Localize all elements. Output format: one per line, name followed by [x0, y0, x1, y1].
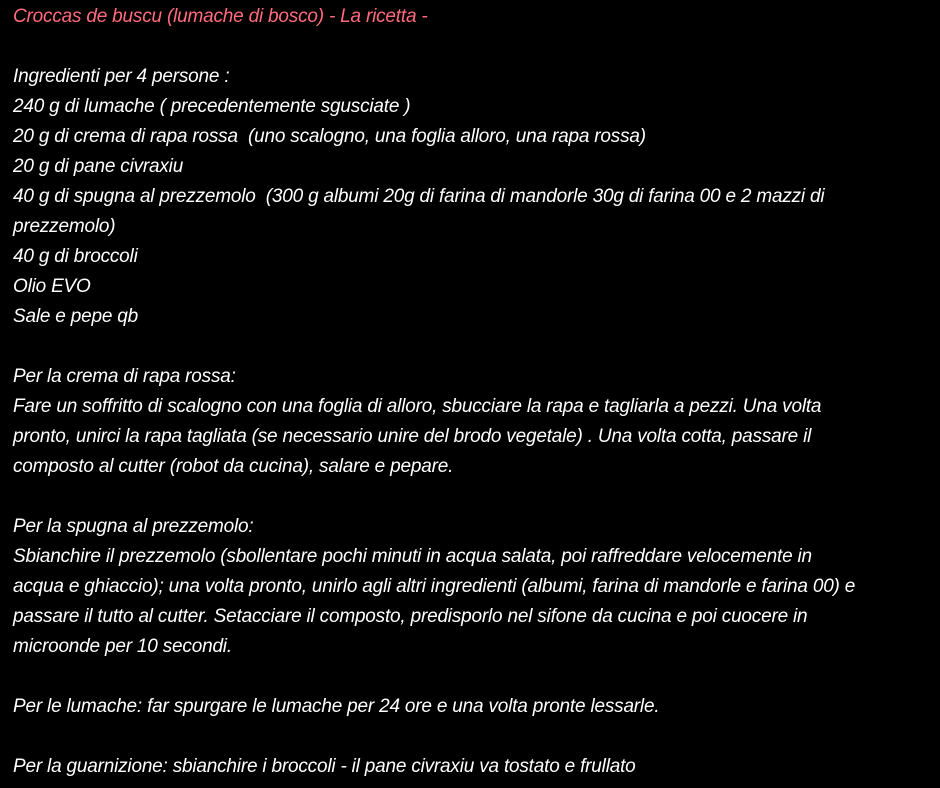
recipe-title: Croccas de buscu (lumache di bosco) - La ricetta - — [13, 6, 428, 27]
crema-heading: Per la crema di rapa rossa: — [13, 366, 236, 387]
spacer — [13, 662, 928, 692]
spugna-line: Sbianchire il prezzemolo (sbollentare pochi minuti in acqua salata, poi raffreddare velocemente in — [13, 546, 812, 567]
spugna-line: passare il tutto al cutter. Setacciare il composto, predisporlo nel sifone da cucina e poi cuocere in — [13, 606, 808, 627]
ingredient-item: 20 g di crema di rapa rossa (uno scalogno, una foglia alloro, una rapa rossa) — [13, 126, 646, 147]
spacer — [13, 32, 928, 62]
ingredient-item: 40 g di spugna al prezzemolo (300 g albumi 20g di farina di mandorle 30g di farina 00 e 2 mazzi di — [13, 186, 825, 207]
spugna-line: microonde per 10 secondi. — [13, 636, 232, 657]
ingredient-item: 240 g di lumache ( precedentemente sgusciate ) — [13, 96, 411, 117]
spugna-heading: Per la spugna al prezzemolo: — [13, 516, 254, 537]
recipe-text — [13, 2, 928, 782]
guarnizione-instructions: Per la guarnizione: sbianchire i broccoli - il pane civraxiu va tostato e frullato — [13, 756, 636, 777]
lumache-instructions: Per le lumache: far spurgare le lumache per 24 ore e una volta pronte lessarle. — [13, 696, 660, 717]
spugna-line: acqua e ghiaccio); una volta pronto, unirlo agli altri ingredienti (albumi, farina di mandorle e farina 00) e — [13, 576, 856, 597]
ingredients-heading: Ingredienti per 4 persone : — [13, 66, 230, 87]
ingredient-item: Sale e pepe qb — [13, 306, 139, 327]
spacer — [13, 722, 928, 752]
ingredient-item: 20 g di pane civraxiu — [13, 156, 184, 177]
spacer — [13, 482, 928, 512]
ingredient-item: prezzemolo) — [13, 216, 116, 237]
spacer — [13, 332, 928, 362]
ingredient-item: 40 g di broccoli — [13, 246, 138, 267]
crema-line: Fare un soffritto di scalogno con una foglia di alloro, sbucciare la rapa e tagliarla a pezzi. Una volta — [13, 396, 822, 417]
crema-line: composto al cutter (robot da cucina), salare e pepare. — [13, 456, 454, 477]
ingredient-item: Olio EVO — [13, 276, 91, 297]
crema-line: pronto, unirci la rapa tagliata (se necessario unire del brodo vegetale) . Una volta cotta, passare il — [13, 426, 812, 447]
